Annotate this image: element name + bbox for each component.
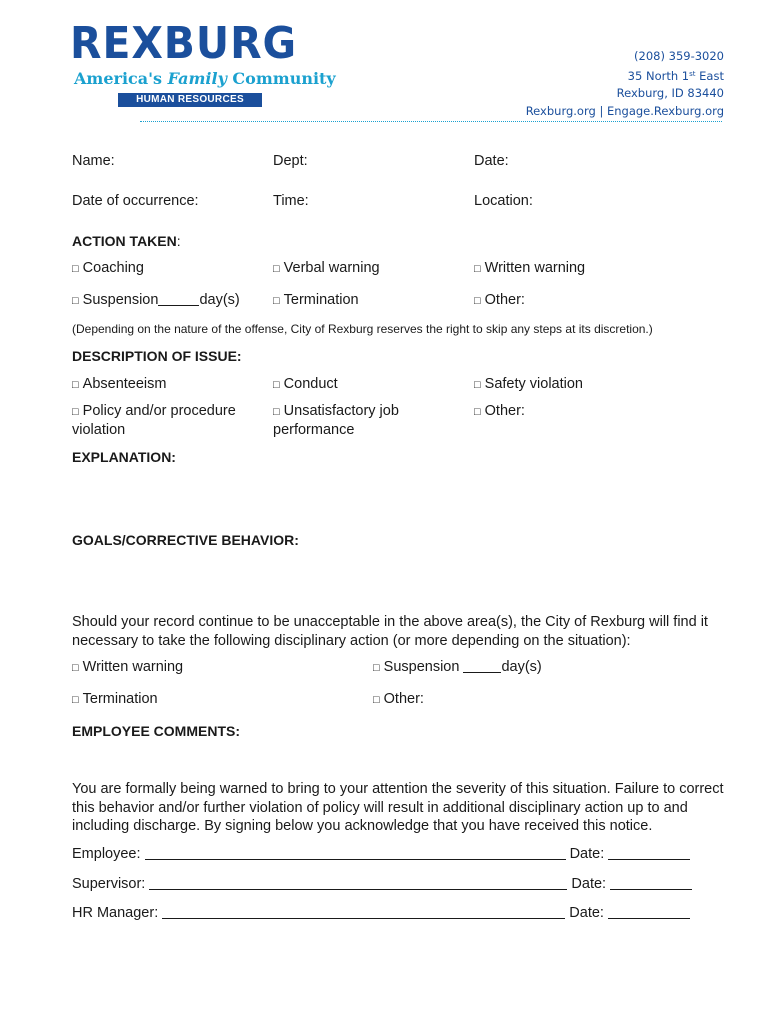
supervisor-signature-row[interactable]: Supervisor: Date: [72,875,692,893]
checkbox-written-warning[interactable]: □ Written warning [474,260,586,276]
contact-phone: (208) 359-3020 [634,49,724,63]
checkbox-other-action[interactable]: □ Other: [474,292,525,308]
checkbox-icon: □ [72,662,79,674]
explanation-heading: EXPLANATION: [72,449,176,465]
header-divider [140,121,722,122]
hr-manager-date-line[interactable] [608,904,690,919]
checkbox-coaching[interactable]: □ Coaching [72,260,144,276]
checkbox-icon: □ [373,662,380,674]
checkbox-conduct[interactable]: □ Conduct [273,376,338,392]
checkbox-future-suspension[interactable]: □ Suspension day(s) [373,659,542,675]
checkbox-icon: □ [474,263,481,275]
contact-address-city: Rexburg, ID 83440 [616,86,724,100]
checkbox-icon: □ [72,379,79,391]
explanation-area[interactable] [72,468,722,528]
checkbox-verbal-warning[interactable]: □ Verbal warning [273,260,380,276]
goals-area[interactable] [72,551,722,607]
checkbox-future-termination[interactable]: □ Termination [72,691,158,707]
checkbox-icon: □ [72,295,79,307]
checkbox-other-issue[interactable]: □ Other: [474,403,525,419]
logo-wordmark: REXBURG [70,18,298,69]
hr-manager-signature-line[interactable] [162,904,565,919]
name-field-label[interactable]: Name: [72,153,115,169]
supervisor-date-line[interactable] [610,875,692,890]
description-of-issue-heading: DESCRIPTION OF ISSUE: [72,348,242,364]
discretion-note: (Depending on the nature of the offense, City of Rexburg reserves the right to skip any steps at its discretion.) [72,322,653,336]
checkbox-unsatisfactory-performance[interactable]: □ Unsatisfactory job performance [273,403,399,438]
checkbox-suspension[interactable]: □ Suspension day(s) [72,292,240,308]
suspension-days-blank[interactable] [158,291,199,306]
dept-field-label[interactable]: Dept: [273,153,308,169]
logo-tagline: America's Family Community [74,69,336,88]
date-field-label[interactable]: Date: [474,153,509,169]
checkbox-future-written-warning[interactable]: □ Written warning [72,659,184,675]
employee-signature-line[interactable] [145,845,566,860]
checkbox-policy-violation[interactable]: □ Policy and/or procedure violation [72,403,236,438]
checkbox-termination[interactable]: □ Termination [273,292,359,308]
contact-websites[interactable]: Rexburg.org | Engage.Rexburg.org [525,103,724,118]
checkbox-icon: □ [72,263,79,275]
time-field-label[interactable]: Time: [273,193,309,209]
checkbox-icon: □ [474,406,481,418]
checkbox-icon: □ [273,406,280,418]
location-field-label[interactable]: Location: [474,193,533,209]
logo-department-bar: HUMAN RESOURCES [118,93,262,107]
checkbox-icon: □ [273,263,280,275]
checkbox-icon: □ [273,295,280,307]
checkbox-absenteeism[interactable]: □ Absenteeism [72,376,167,392]
checkbox-icon: □ [373,694,380,706]
employee-comments-heading: EMPLOYEE COMMENTS: [72,723,241,739]
goals-heading: GOALS/CORRECTIVE BEHAVIOR: [72,532,299,548]
checkbox-future-other[interactable]: □ Other: [373,691,424,707]
supervisor-signature-line[interactable] [149,875,567,890]
employee-comments-area[interactable] [72,742,722,778]
checkbox-icon: □ [474,295,481,307]
further-action-paragraph: Should your record continue to be unacceptable in the above area(s), the City of Rexburg will find it necessary to take the following disciplinary action (or more depending on the situation): [72,614,708,649]
contact-address-street: 35 North 1st East [627,68,724,83]
employee-signature-row[interactable]: Employee: Date: [72,845,690,863]
future-suspension-days-blank[interactable] [463,658,501,673]
contact-block [526,48,724,120]
checkbox-safety-violation[interactable]: □ Safety violation [474,376,583,392]
checkbox-icon: □ [72,406,79,418]
action-taken-heading: ACTION TAKEN: [72,233,181,249]
checkbox-icon: □ [273,379,280,391]
hr-manager-signature-row[interactable]: HR Manager: Date: [72,904,690,922]
checkbox-icon: □ [72,694,79,706]
warning-notice-paragraph: You are formally being warned to bring to your attention the severity of this situation. Failure to correct this behavior and/or further violation of policy will result in additional disciplinary action up to and including discharge. By signing below you acknowledge that you have received this notice. [72,781,724,834]
checkbox-icon: □ [474,379,481,391]
employee-date-line[interactable] [608,845,690,860]
occurrence-date-field-label[interactable]: Date of occurrence: [72,193,199,209]
